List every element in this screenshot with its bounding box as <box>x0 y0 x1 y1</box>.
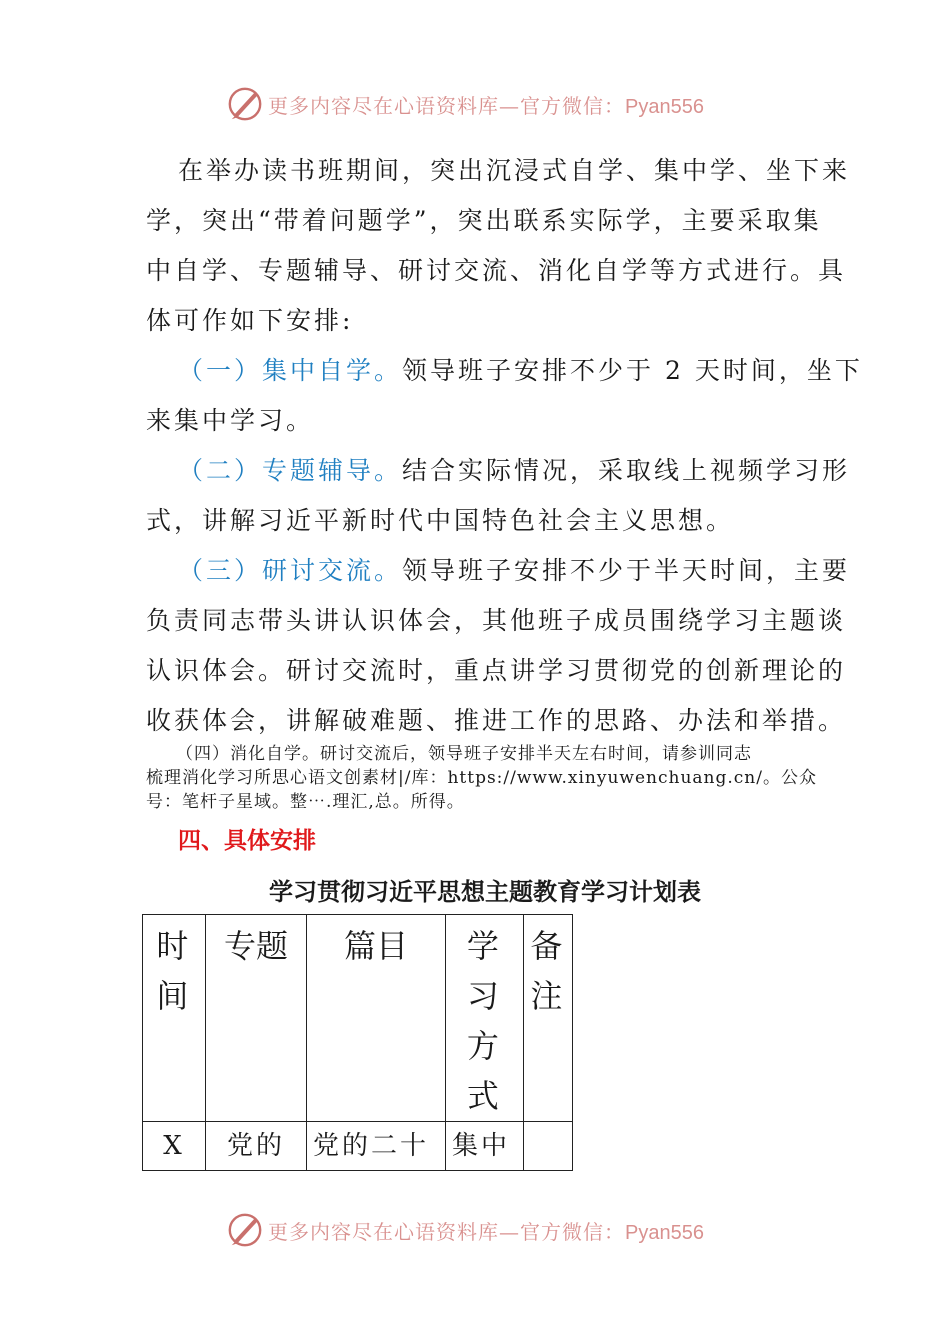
item-text: 领导班子安排不少于半天时间，主要 <box>402 556 851 585</box>
text-line: 收获体会，讲解破难题、推进工作的思路、办法和举措。 <box>146 706 847 735</box>
digest-note <box>146 742 817 814</box>
item-text: 结合实际情况，采取线上视频学习形 <box>402 456 851 485</box>
footer-watermark <box>226 1210 746 1250</box>
intro-paragraph <box>146 146 851 346</box>
item-centralized-study <box>146 346 863 446</box>
pen-logo-icon <box>226 1211 264 1249</box>
header-cell-time: 时间 <box>143 915 206 1122</box>
text-line: 来集中学习。 <box>146 406 315 435</box>
text-line: 认识体会。研讨交流时，重点讲学习贯彻党的创新理论的 <box>146 656 847 685</box>
table-header-row <box>143 915 573 1122</box>
header-cell-method: 学习方式 <box>446 915 524 1122</box>
item-label: （一）集中自学。 <box>178 356 403 385</box>
text-line: 负责同志带头讲认识体会，其他班子成员围绕学习主题谈 <box>146 606 847 635</box>
item-text: 领导班子安排不少于 2 天时间，坐下 <box>402 356 863 385</box>
header-cell-chapter: 篇目 <box>307 915 446 1122</box>
cell-time: X <box>143 1122 206 1171</box>
header-watermark <box>226 84 746 124</box>
text-line: （四）消化自学。研讨交流后，领导班子安排半天左右时间，请参训同志 <box>176 744 752 764</box>
text-line: 号：笔杆子星域。整⋯.理汇,总。所得。 <box>146 792 465 812</box>
watermark-text: 更多内容尽在心语资料库—官方微信：Pyan556 <box>268 1219 704 1244</box>
item-label: （三）研讨交流。 <box>178 556 403 585</box>
text-line: 式，讲解习近平新时代中国特色社会主义思想。 <box>146 506 735 535</box>
watermark-text: 更多内容尽在心语资料库—官方微信：Pyan556 <box>268 93 704 118</box>
text-line: 体可作如下安排: <box>146 306 354 335</box>
text-line: 中自学、专题辅导、研讨交流、消化自学等方式进行。具 <box>146 256 847 285</box>
text-line: 学，突出“带着问题学”，突出联系实际学，主要采取集 <box>146 206 822 235</box>
pen-logo-icon <box>226 85 264 123</box>
text-line: 梳理消化学习所思心语文创素材|/库：https://www.xinyuwenchuang.cn/。公众 <box>146 768 817 788</box>
wechat-id: Pyan556 <box>625 95 704 118</box>
header-cell-topic: 专题 <box>206 915 307 1122</box>
cell-method: 集中 <box>446 1122 524 1171</box>
cell-topic: 党的 <box>206 1122 307 1171</box>
table-row <box>143 1122 573 1171</box>
section-heading: 四、具体安排 <box>178 828 316 854</box>
text-line: 在举办读书班期间，突出沉浸式自学、集中学、坐下来 <box>178 156 851 185</box>
item-label: （二）专题辅导。 <box>178 456 403 485</box>
wechat-id: Pyan556 <box>625 1221 704 1244</box>
cell-chapter: 党的二十 <box>307 1122 446 1171</box>
table-title: 学习贯彻习近平思想主题教育学习计划表 <box>269 878 701 906</box>
header-cell-remarks: 备注 <box>524 915 573 1122</box>
cell-remarks <box>524 1122 573 1171</box>
study-plan-table <box>142 914 573 1171</box>
item-special-tutoring <box>146 446 851 546</box>
item-discussion <box>146 546 851 746</box>
